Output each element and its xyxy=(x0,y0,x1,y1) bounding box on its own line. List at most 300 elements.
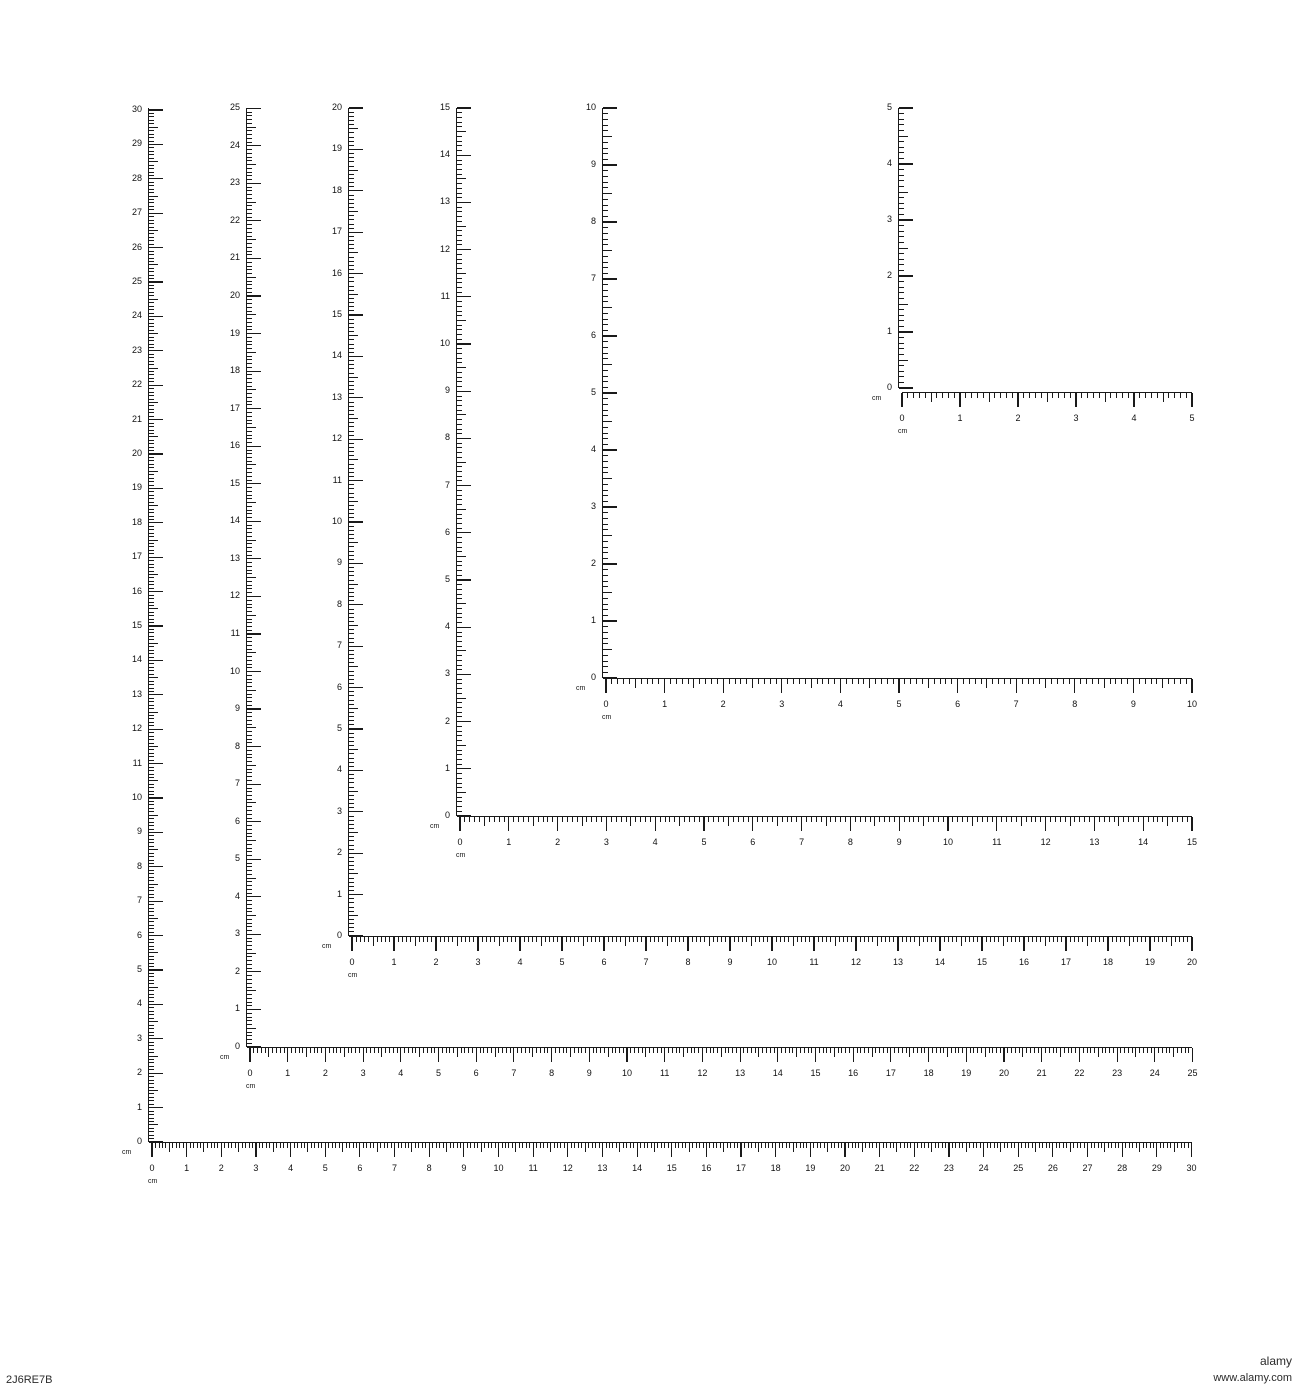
horizontal-25cm-tick xyxy=(415,1048,416,1053)
vertical-25cm-tick xyxy=(247,851,252,852)
vertical-15cm-tick xyxy=(457,608,462,609)
vertical-15cm-tick xyxy=(457,414,466,415)
vertical-15cm-tick xyxy=(457,556,466,557)
horizontal-20cm-tick xyxy=(1145,937,1146,942)
horizontal-10cm-tick xyxy=(1145,679,1146,684)
horizontal-30cm-tick xyxy=(1056,1143,1057,1148)
vertical-25cm-tick xyxy=(247,904,252,905)
vertical-10cm-tick xyxy=(603,164,617,165)
horizontal-30cm-tick xyxy=(976,1143,977,1148)
horizontal-30cm-tick xyxy=(744,1143,745,1148)
horizontal-20cm-tick xyxy=(625,937,626,946)
horizontal-20cm-tick xyxy=(1057,937,1058,942)
horizontal-25cm-tick xyxy=(642,1048,643,1053)
horizontal-30cm-tick xyxy=(536,1143,537,1148)
horizontal-30cm-label: 11 xyxy=(528,1163,538,1173)
vertical-10cm-label: 6 xyxy=(590,330,596,340)
horizontal-30cm-tick xyxy=(245,1143,246,1148)
vertical-20cm-label: 5 xyxy=(336,723,342,733)
horizontal-20cm-unit-label: cm xyxy=(348,972,358,979)
horizontal-20cm-tick xyxy=(591,937,592,942)
horizontal-25cm-tick xyxy=(747,1048,748,1053)
horizontal-25cm-label: 13 xyxy=(735,1068,746,1078)
vertical-10cm-tick xyxy=(603,410,608,411)
vertical-25cm-tick xyxy=(247,1005,252,1006)
horizontal-15cm-tick xyxy=(850,817,851,831)
vertical-30cm-tick xyxy=(149,725,154,726)
vertical-30cm-tick xyxy=(149,791,154,792)
vertical-25cm-tick xyxy=(247,333,261,334)
horizontal-30cm-tick xyxy=(262,1143,263,1148)
horizontal-25cm-tick xyxy=(1105,1048,1106,1053)
horizontal-30cm-tick xyxy=(432,1143,433,1148)
horizontal-30cm-tick xyxy=(1063,1143,1064,1148)
horizontal-10cm-label: 9 xyxy=(1130,699,1136,709)
horizontal-5cm-tick xyxy=(977,393,978,398)
vertical-30cm-tick xyxy=(149,811,154,812)
vertical-15cm-tick xyxy=(457,377,462,378)
horizontal-10cm-tick xyxy=(629,679,630,684)
vertical-30cm-tick xyxy=(149,1111,154,1112)
horizontal-15cm-tick xyxy=(552,817,553,822)
horizontal-10cm-tick xyxy=(1133,679,1134,693)
vertical-30cm-tick xyxy=(149,739,154,740)
horizontal-5cm-tick xyxy=(1139,393,1140,398)
vertical-25cm-tick xyxy=(247,220,261,221)
horizontal-30cm-tick xyxy=(1188,1143,1189,1148)
horizontal-10cm-tick xyxy=(928,679,929,688)
vertical-20cm-tick xyxy=(349,625,358,626)
horizontal-30cm-tick xyxy=(457,1143,458,1148)
horizontal-15cm-label: 7 xyxy=(799,837,805,847)
vertical-30cm-tick xyxy=(149,1056,158,1057)
vertical-25cm-tick xyxy=(247,142,252,143)
horizontal-15cm-label: 14 xyxy=(1138,837,1149,847)
horizontal-10cm-tick xyxy=(893,679,894,684)
horizontal-30cm-tick xyxy=(1018,1143,1019,1157)
horizontal-15cm-label: 9 xyxy=(896,837,902,847)
vertical-25cm-tick xyxy=(247,896,261,897)
horizontal-25cm-tick xyxy=(981,1048,982,1053)
horizontal-25cm-label: 22 xyxy=(1074,1068,1085,1078)
vertical-30cm-tick xyxy=(149,498,154,499)
vertical-30cm-tick xyxy=(149,443,154,444)
horizontal-30cm-tick xyxy=(810,1143,811,1157)
horizontal-20cm-tick xyxy=(511,937,512,942)
vertical-15cm-tick xyxy=(457,622,462,623)
horizontal-20cm-tick xyxy=(835,937,836,946)
horizontal-15cm-tick xyxy=(1021,817,1022,826)
vertical-15cm-tick xyxy=(457,683,462,684)
vertical-30cm-tick xyxy=(149,419,163,420)
horizontal-20cm-tick xyxy=(839,937,840,942)
vertical-30cm-tick xyxy=(149,832,163,833)
horizontal-30cm-tick xyxy=(883,1143,884,1148)
vertical-15cm-tick xyxy=(457,301,462,302)
horizontal-10cm-tick xyxy=(770,679,771,684)
horizontal-30cm-tick xyxy=(1004,1143,1005,1148)
horizontal-25cm-tick xyxy=(973,1048,974,1053)
vertical-20cm-tick xyxy=(349,791,358,792)
vertical-25cm-tick xyxy=(247,990,256,991)
horizontal-25cm-tick xyxy=(996,1048,997,1053)
vertical-30cm-tick xyxy=(149,863,154,864)
vertical-20cm-tick xyxy=(349,224,354,225)
vertical-30cm-tick xyxy=(149,822,154,823)
vertical-15cm-tick xyxy=(457,391,471,392)
vertical-25cm-tick xyxy=(247,855,252,856)
horizontal-25cm-tick xyxy=(400,1048,401,1062)
vertical-10cm-tick xyxy=(603,449,617,450)
horizontal-20cm-tick xyxy=(461,937,462,942)
horizontal-15cm-label: 13 xyxy=(1089,837,1100,847)
horizontal-10cm-tick xyxy=(969,679,970,684)
vertical-30cm-label: 27 xyxy=(131,207,142,218)
vertical-30cm-tick xyxy=(149,694,163,695)
vertical-25cm-tick xyxy=(247,588,252,589)
horizontal-25cm-tick xyxy=(1011,1048,1012,1053)
horizontal-25cm-tick xyxy=(868,1048,869,1053)
vertical-30cm-tick xyxy=(149,567,154,568)
vertical-15cm-tick xyxy=(457,598,462,599)
horizontal-25cm-tick xyxy=(958,1048,959,1053)
vertical-15cm-tick xyxy=(457,679,462,680)
vertical-30cm-tick xyxy=(149,928,154,929)
horizontal-30cm-tick xyxy=(159,1143,160,1148)
vertical-20cm-tick xyxy=(349,849,354,850)
horizontal-20cm-tick xyxy=(751,937,752,946)
vertical-30cm-tick xyxy=(149,987,158,988)
horizontal-20cm-tick xyxy=(667,937,668,946)
horizontal-25cm-tick xyxy=(491,1048,492,1053)
vertical-30cm-tick xyxy=(149,109,163,110)
horizontal-25cm-tick xyxy=(1090,1048,1091,1053)
horizontal-20cm-tick xyxy=(1070,937,1071,942)
vertical-20cm-tick xyxy=(349,766,354,767)
vertical-25cm-tick xyxy=(247,284,252,285)
vertical-15cm-tick xyxy=(457,792,466,793)
vertical-30cm-tick xyxy=(149,223,154,224)
vertical-25cm-tick xyxy=(247,1032,252,1033)
vertical-10cm-unit-label: cm xyxy=(576,685,586,692)
vertical-30cm-tick xyxy=(149,553,154,554)
horizontal-10cm-tick xyxy=(1156,679,1157,684)
horizontal-30cm-tick xyxy=(619,1143,620,1152)
vertical-20cm-tick xyxy=(349,459,358,460)
horizontal-25cm-tick xyxy=(725,1048,726,1053)
vertical-25cm-tick xyxy=(247,157,252,158)
horizontal-10cm-tick xyxy=(1033,679,1034,684)
horizontal-20cm-tick xyxy=(406,937,407,942)
vertical-30cm-tick xyxy=(149,952,158,953)
horizontal-20cm-tick xyxy=(919,937,920,946)
vertical-25cm-tick xyxy=(247,893,252,894)
vertical-25cm-tick xyxy=(247,457,252,458)
vertical-5cm-label: 5 xyxy=(886,102,892,112)
vertical-20cm-tick xyxy=(349,439,363,440)
vertical-30cm-tick xyxy=(149,292,154,293)
vertical-5cm-tick xyxy=(899,365,904,366)
horizontal-20cm-label: 1 xyxy=(391,957,397,967)
horizontal-25cm-tick xyxy=(370,1048,371,1053)
horizontal-20cm-label: 10 xyxy=(766,957,777,967)
horizontal-25cm-tick xyxy=(932,1048,933,1053)
horizontal-10cm-tick xyxy=(1104,679,1105,688)
horizontal-25cm-tick xyxy=(653,1048,654,1053)
horizontal-20cm-tick xyxy=(515,937,516,942)
horizontal-10cm-tick xyxy=(1139,679,1140,684)
horizontal-30cm-tick xyxy=(224,1143,225,1148)
horizontal-20cm-tick xyxy=(427,937,428,942)
horizontal-25cm-tick xyxy=(302,1048,303,1053)
horizontal-25cm-tick xyxy=(928,1048,929,1062)
horizontal-30cm-tick xyxy=(197,1143,198,1148)
horizontal-15cm-label: 4 xyxy=(652,837,658,847)
horizontal-15cm-tick xyxy=(1133,817,1134,822)
horizontal-5cm-label: 0 xyxy=(899,413,905,423)
horizontal-30cm-tick xyxy=(1028,1143,1029,1148)
horizontal-20cm-label: 4 xyxy=(517,957,523,967)
vertical-5cm-tick xyxy=(899,326,904,327)
horizontal-30cm-tick xyxy=(893,1143,894,1148)
horizontal-30cm-tick xyxy=(896,1143,897,1152)
vertical-5cm-tick xyxy=(899,348,904,349)
horizontal-30cm-tick xyxy=(439,1143,440,1148)
horizontal-10cm-tick xyxy=(1057,679,1058,684)
horizontal-25cm-tick xyxy=(676,1048,677,1053)
vertical-20cm-tick xyxy=(349,931,354,932)
horizontal-20cm-tick xyxy=(452,937,453,942)
vertical-30cm-tick xyxy=(149,264,158,265)
vertical-20cm-tick xyxy=(349,845,354,846)
vertical-10cm-tick xyxy=(603,666,608,667)
horizontal-15cm-tick xyxy=(1162,817,1163,822)
horizontal-10cm-tick xyxy=(975,679,976,684)
vertical-25cm-tick xyxy=(247,397,252,398)
vertical-30cm-tick xyxy=(149,873,154,874)
horizontal-20cm-tick xyxy=(1003,937,1004,946)
vertical-30cm-tick xyxy=(149,247,163,248)
horizontal-10cm-unit-label: cm xyxy=(602,714,612,721)
horizontal-30cm-tick xyxy=(533,1143,534,1157)
horizontal-20cm-tick xyxy=(981,937,982,951)
horizontal-30cm-tick xyxy=(758,1143,759,1152)
vertical-25cm-tick xyxy=(247,292,252,293)
vertical-30cm-label: 20 xyxy=(131,448,142,458)
vertical-30cm-tick xyxy=(149,921,154,922)
vertical-25cm-tick xyxy=(247,254,252,255)
horizontal-5cm-tick xyxy=(1041,393,1042,398)
horizontal-25cm-tick xyxy=(566,1048,567,1053)
horizontal-20cm-tick xyxy=(830,937,831,942)
vertical-15cm-tick xyxy=(457,499,462,500)
vertical-20cm-tick xyxy=(349,327,354,328)
horizontal-25cm-tick xyxy=(1113,1048,1114,1053)
horizontal-20cm-tick xyxy=(788,937,789,942)
horizontal-30cm-tick xyxy=(633,1143,634,1148)
horizontal-20cm-tick xyxy=(385,937,386,942)
horizontal-20cm-tick xyxy=(1007,937,1008,942)
vertical-30cm-tick xyxy=(149,278,154,279)
vertical-25cm-tick xyxy=(247,224,252,225)
vertical-15cm-unit-label: cm xyxy=(430,823,440,830)
vertical-25cm-tick xyxy=(247,389,256,390)
horizontal-30cm-tick xyxy=(422,1143,423,1148)
vertical-10cm-label: 2 xyxy=(590,558,596,568)
horizontal-30cm-tick xyxy=(505,1143,506,1148)
vertical-20cm-tick xyxy=(349,422,354,423)
horizontal-20cm-tick xyxy=(528,937,529,942)
horizontal-20cm-tick xyxy=(969,937,970,942)
vertical-30cm-tick xyxy=(149,1076,154,1077)
horizontal-30cm-tick xyxy=(290,1143,291,1157)
horizontal-10cm-tick xyxy=(1010,679,1011,684)
horizontal-20cm-tick xyxy=(813,937,814,951)
horizontal-30cm-tick xyxy=(1011,1143,1012,1148)
horizontal-15cm-tick xyxy=(547,817,548,822)
vertical-5cm-tick xyxy=(899,387,913,388)
vertical-25cm-tick xyxy=(247,412,252,413)
horizontal-25cm-tick xyxy=(1185,1048,1186,1053)
horizontal-25cm-tick xyxy=(272,1048,273,1053)
vertical-10cm-tick xyxy=(603,455,608,456)
horizontal-10cm-tick xyxy=(1115,679,1116,684)
horizontal-30cm-tick xyxy=(190,1143,191,1148)
vertical-30cm-tick xyxy=(149,932,154,933)
vertical-5cm-label: 0 xyxy=(886,382,892,392)
vertical-25cm-tick xyxy=(247,679,252,680)
vertical-15cm-tick xyxy=(457,259,462,260)
vertical-15cm-tick xyxy=(457,669,462,670)
vertical-10cm-tick xyxy=(603,113,608,114)
horizontal-5cm-tick xyxy=(1099,393,1100,398)
vertical-30cm-tick xyxy=(149,911,154,912)
vertical-30cm-tick xyxy=(149,209,154,210)
horizontal-30cm-tick xyxy=(872,1143,873,1148)
vertical-30cm-tick xyxy=(149,405,154,406)
horizontal-25cm-tick xyxy=(849,1048,850,1053)
vertical-20cm-tick xyxy=(349,853,363,854)
vertical-20cm-tick xyxy=(349,248,354,249)
horizontal-30cm-tick xyxy=(1080,1143,1081,1148)
vertical-20cm-tick xyxy=(349,435,354,436)
horizontal-25cm-tick xyxy=(589,1048,590,1062)
horizontal-20cm-tick xyxy=(608,937,609,942)
vertical-30cm-tick xyxy=(149,729,163,730)
horizontal-30cm-tick xyxy=(1007,1143,1008,1148)
horizontal-30cm-tick xyxy=(384,1143,385,1148)
horizontal-30cm-tick xyxy=(751,1143,752,1148)
horizontal-25cm-tick xyxy=(694,1048,695,1053)
vertical-25cm-tick xyxy=(247,585,252,586)
vertical-10cm-tick xyxy=(603,250,612,251)
horizontal-15cm-tick xyxy=(1031,817,1032,822)
horizontal-15cm-tick xyxy=(611,817,612,822)
horizontal-15cm-tick xyxy=(1114,817,1115,822)
vertical-25cm-tick xyxy=(247,611,252,612)
horizontal-30cm-tick xyxy=(238,1143,239,1152)
vertical-30cm-tick xyxy=(149,1128,154,1129)
vertical-30cm-tick xyxy=(149,213,163,214)
horizontal-30cm-tick xyxy=(467,1143,468,1148)
vertical-30cm-tick xyxy=(149,980,154,981)
vertical-30cm-tick xyxy=(149,481,154,482)
horizontal-15cm-tick xyxy=(562,817,563,822)
vertical-20cm-tick xyxy=(349,733,354,734)
horizontal-30cm-tick xyxy=(502,1143,503,1148)
vertical-10cm-tick xyxy=(603,262,608,263)
horizontal-30cm-tick xyxy=(1122,1143,1123,1157)
vertical-5cm-tick xyxy=(899,214,904,215)
horizontal-30cm-tick xyxy=(904,1143,905,1148)
horizontal-25cm-tick xyxy=(544,1048,545,1053)
horizontal-20cm-tick xyxy=(961,937,962,946)
horizontal-20cm-tick xyxy=(742,937,743,942)
horizontal-15cm-tick xyxy=(845,817,846,822)
horizontal-20cm-tick xyxy=(889,937,890,942)
horizontal-15cm-tick xyxy=(894,817,895,822)
horizontal-20cm-label: 8 xyxy=(685,957,691,967)
vertical-25cm-tick xyxy=(247,438,252,439)
horizontal-30cm-tick xyxy=(356,1143,357,1148)
horizontal-20cm-tick xyxy=(435,937,436,951)
horizontal-30cm-tick xyxy=(838,1143,839,1148)
horizontal-30cm-tick xyxy=(768,1143,769,1148)
horizontal-20cm-tick xyxy=(931,937,932,942)
horizontal-25cm-label: 15 xyxy=(810,1068,821,1078)
vertical-20cm-tick xyxy=(349,840,354,841)
vertical-10cm-label: 10 xyxy=(585,102,596,112)
horizontal-25cm-tick xyxy=(1162,1048,1163,1053)
horizontal-30cm-tick xyxy=(325,1143,326,1157)
vertical-25cm-tick xyxy=(247,615,256,616)
vertical-30cm-tick xyxy=(149,340,154,341)
vertical-20cm-tick xyxy=(349,687,363,688)
horizontal-30cm-tick xyxy=(994,1143,995,1148)
vertical-15cm-tick xyxy=(457,358,462,359)
horizontal-10cm-tick xyxy=(805,679,806,684)
horizontal-25cm-tick xyxy=(732,1048,733,1053)
horizontal-25cm-tick xyxy=(645,1048,646,1057)
horizontal-25cm-tick xyxy=(1154,1048,1155,1062)
vertical-10cm-tick xyxy=(603,330,608,331)
horizontal-30cm-tick xyxy=(519,1143,520,1148)
vertical-30cm-tick xyxy=(149,849,158,850)
horizontal-25cm-tick xyxy=(1034,1048,1035,1053)
vertical-25cm-tick xyxy=(247,562,252,563)
horizontal-25cm-tick xyxy=(1135,1048,1136,1057)
horizontal-30cm-tick xyxy=(803,1143,804,1148)
horizontal-30cm-tick xyxy=(1035,1143,1036,1152)
horizontal-15cm-tick xyxy=(499,817,500,822)
vertical-25cm-tick xyxy=(247,975,252,976)
horizontal-20cm-tick xyxy=(645,937,646,951)
horizontal-30cm-tick xyxy=(515,1143,516,1152)
vertical-30cm-label: 10 xyxy=(131,792,142,802)
vertical-25cm-tick xyxy=(247,863,252,864)
vertical-30cm-tick xyxy=(149,240,154,241)
horizontal-30cm-tick xyxy=(1101,1143,1102,1148)
horizontal-20cm-tick xyxy=(675,937,676,942)
horizontal-25cm-tick xyxy=(1173,1048,1174,1057)
vertical-30cm-tick xyxy=(149,584,154,585)
horizontal-30cm-tick xyxy=(595,1143,596,1148)
horizontal-20cm-tick xyxy=(906,937,907,942)
vertical-15cm-tick xyxy=(457,429,462,430)
vertical-20cm-tick xyxy=(349,451,354,452)
vertical-30cm-tick xyxy=(149,808,154,809)
vertical-25cm-tick xyxy=(247,322,252,323)
